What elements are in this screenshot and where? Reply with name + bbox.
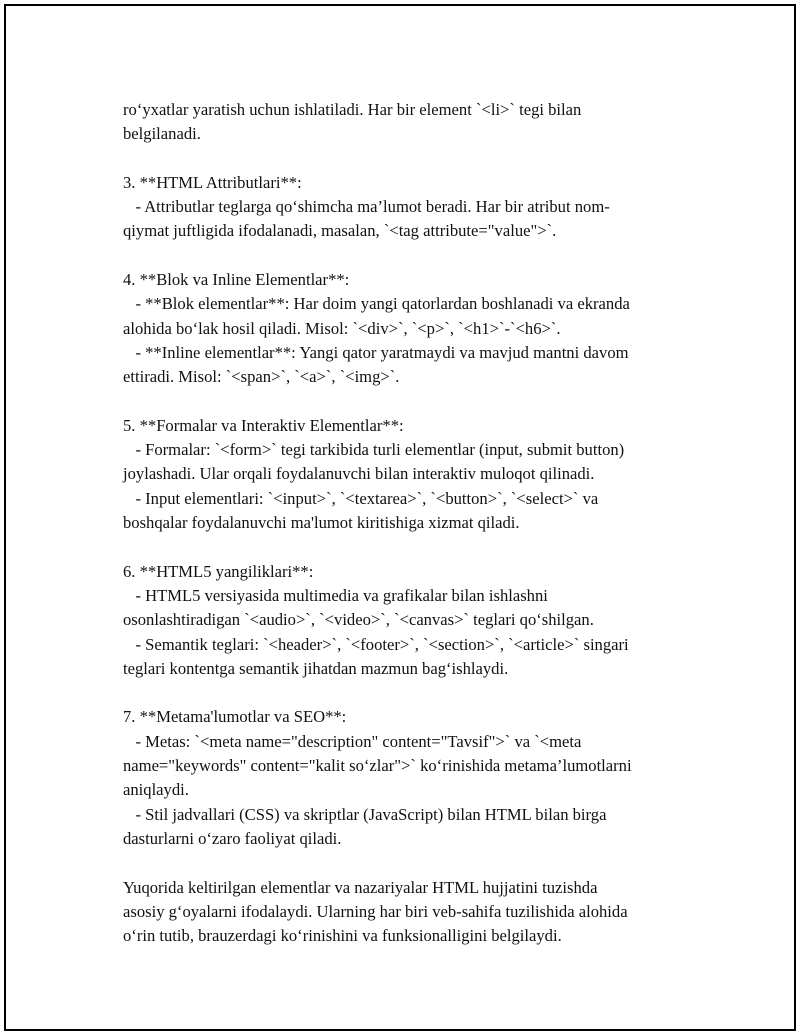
text-line: belgilanadi. <box>123 124 201 144</box>
blank-line <box>123 147 698 171</box>
text-line: 4. **Blok va Inline Elementlar**: <box>123 270 350 290</box>
text-line: name="keywords" content="kalit so‘zlar">` ko‘rinishida metama’lumotlarni <box>123 756 632 776</box>
text-line: teglari kontentga semantik jihatdan mazmun bag‘ishlaydi. <box>123 658 509 678</box>
text-line: aniqlaydi. <box>123 780 189 800</box>
text-line: 5. **Formalar va Interaktiv Elementlar**: <box>123 415 404 435</box>
document-body <box>123 98 698 948</box>
text-line: dasturlarni o‘zaro faoliyat qiladi. <box>123 828 342 848</box>
text-line: Yuqorida keltirilgan elementlar va nazariyalar HTML hujjatini tuzishda <box>123 877 598 897</box>
text-line: 3. **HTML Attributlari**: <box>123 172 302 192</box>
text-line: ettiradi. Misol: `<span>`, `<a>`, `<img>`. <box>123 367 400 387</box>
text-line: - **Blok elementlar**: Har doim yangi qatorlardan boshlanadi va ekranda <box>123 294 630 314</box>
text-line: 6. **HTML5 yangiliklari**: <box>123 561 314 581</box>
text-line: - Attributlar teglarga qo‘shimcha ma’lumot beradi. Har bir atribut nom- <box>123 197 610 217</box>
blank-line <box>123 390 698 414</box>
text-line: - Formalar: `<form>` tegi tarkibida turli elementlar (input, submit button) <box>123 440 625 460</box>
text-line: - Metas: `<meta name="description" content="Tavsif">` va `<meta <box>123 731 582 751</box>
text-line: - HTML5 versiyasida multimedia va grafikalar bilan ishlashni <box>123 585 548 605</box>
text-line: qiymat juftligida ifodalanadi, masalan, `<tag attribute="value">`. <box>123 221 557 241</box>
text-line: boshqalar foydalanuvchi ma'lumot kiritishiga xizmat qiladi. <box>123 513 520 533</box>
page-frame <box>4 4 796 1031</box>
blank-line <box>123 851 698 875</box>
text-line: o‘rin tutib, brauzerdagi ko‘rinishini va funksionalligini belgilaydi. <box>123 926 562 946</box>
text-line: joylashadi. Ular orqali foydalanuvchi bilan interaktiv muloqot qilinadi. <box>123 464 595 484</box>
text-line: 7. **Metama'lumotlar va SEO**: <box>123 707 347 727</box>
text-line: - Input elementlari: `<input>`, `<textarea>`, `<button>`, `<select>` va <box>123 488 599 508</box>
blank-line <box>123 535 698 559</box>
text-line: asosiy g‘oyalarni ifodalaydi. Ularning har biri veb-sahifa tuzilishida alohida <box>123 901 628 921</box>
text-line: ro‘yxatlar yaratish uchun ishlatiladi. Har bir element `<li>` tegi bilan <box>123 100 582 119</box>
text-line: - Stil jadvallari (CSS) va skriptlar (JavaScript) bilan HTML bilan birga <box>123 804 607 824</box>
text-line: osonlashtiradigan `<audio>`, `<video>`, `<canvas>` teglari qo‘shilgan. <box>123 610 594 630</box>
text-line: alohida bo‘lak hosil qiladi. Misol: `<div>`, `<p>`, `<h1>`-`<h6>`. <box>123 318 561 338</box>
text-line: - Semantik teglari: `<header>`, `<footer>`, `<section>`, `<article>` singari <box>123 634 629 654</box>
text-line: - **Inline elementlar**: Yangi qator yaratmaydi va mavjud mantni davom <box>123 342 629 362</box>
blank-line <box>123 244 698 268</box>
blank-line <box>123 681 698 705</box>
